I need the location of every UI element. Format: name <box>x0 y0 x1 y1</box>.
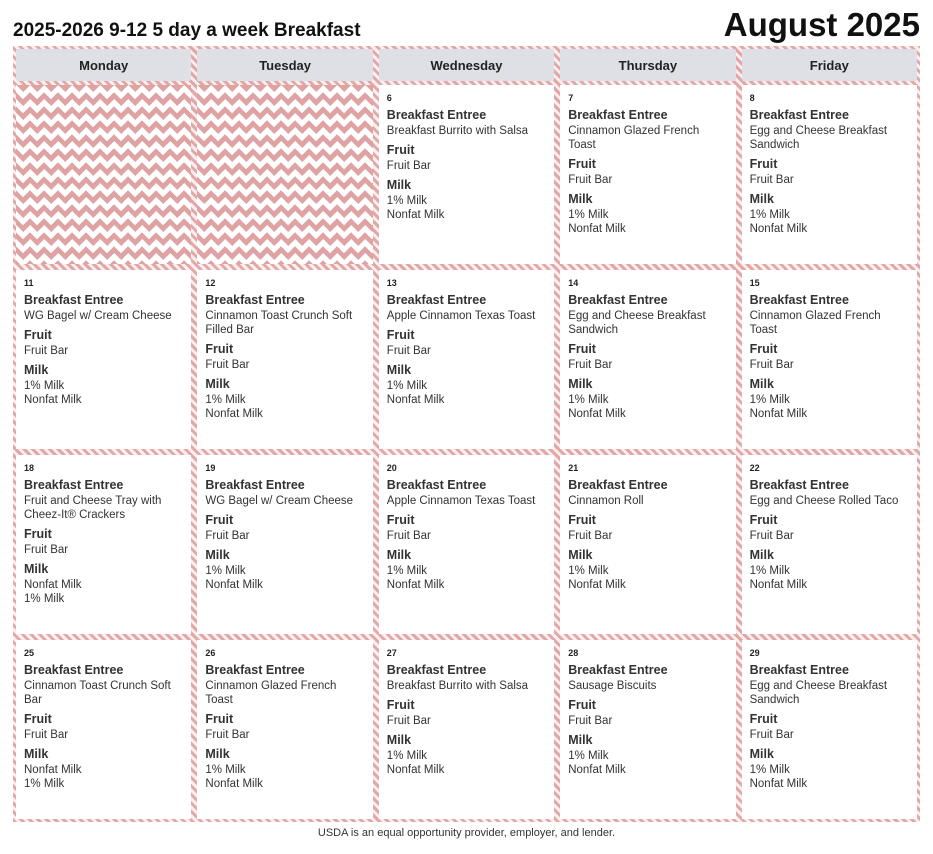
milk-item: 1% Milk <box>386 565 428 577</box>
day-cell <box>197 270 372 449</box>
fruit-item: Fruit Bar <box>568 530 613 542</box>
entree-heading: Breakfast Entree <box>24 478 124 492</box>
day-cell <box>197 455 372 634</box>
day-cell <box>379 455 554 634</box>
milk-item: Nonfat Milk <box>386 209 445 221</box>
day-number: 11 <box>24 278 34 288</box>
milk-heading: Milk <box>386 548 412 562</box>
day-number: 20 <box>386 463 397 473</box>
fruit-item: Fruit Bar <box>386 160 431 172</box>
milk-item: Nonfat Milk <box>205 778 263 790</box>
milk-item: 1% Milk <box>24 778 65 790</box>
milk-item: Nonfat Milk <box>205 408 263 420</box>
milk-heading: Milk <box>24 747 49 761</box>
day-number: 28 <box>568 648 579 658</box>
milk-item: Nonfat Milk <box>749 778 808 790</box>
empty-day-cell <box>197 85 372 264</box>
entree-heading: Breakfast Entree <box>749 663 849 677</box>
milk-item: 1% Milk <box>386 380 428 392</box>
day-cell <box>742 640 917 819</box>
fruit-heading: Fruit <box>386 143 415 157</box>
fruit-item: Fruit Bar <box>205 359 250 371</box>
day-number: 26 <box>205 648 216 658</box>
fruit-heading: Fruit <box>24 527 52 541</box>
entree-heading: Breakfast Entree <box>568 293 668 307</box>
milk-item: 1% Milk <box>205 394 246 406</box>
milk-item: 1% Milk <box>386 750 428 762</box>
weekday-header-monday: Monday <box>16 49 191 81</box>
fruit-heading: Fruit <box>386 698 415 712</box>
milk-item: Nonfat Milk <box>24 579 82 591</box>
milk-heading: Milk <box>568 192 593 206</box>
milk-heading: Milk <box>386 733 412 747</box>
entree-item: Sausage Biscuits <box>568 680 657 692</box>
day-number: 14 <box>568 278 579 288</box>
entree-item: Cinnamon Roll <box>568 495 644 507</box>
entree-item: Apple Cinnamon Texas Toast <box>386 495 536 507</box>
entree-heading: Breakfast Entree <box>568 108 668 122</box>
entree-item: Cinnamon Toast Crunch Soft Filled Bar <box>205 310 353 336</box>
weekday-header-row <box>16 49 917 81</box>
entree-item: Cinnamon Glazed French Toast <box>749 310 881 336</box>
entree-heading: Breakfast Entree <box>568 478 668 492</box>
day-cell <box>560 455 735 634</box>
entree-item: Egg and Cheese Breakfast Sandwich <box>749 680 888 706</box>
fruit-item: Fruit Bar <box>568 715 613 727</box>
day-cell <box>16 270 191 449</box>
day-number: 8 <box>749 93 755 103</box>
entree-item: WG Bagel w/ Cream Cheese <box>205 495 354 507</box>
milk-heading: Milk <box>749 377 774 391</box>
day-number: 15 <box>749 278 760 288</box>
milk-item: Nonfat Milk <box>568 408 626 420</box>
milk-item: Nonfat Milk <box>568 764 626 776</box>
milk-heading: Milk <box>568 377 593 391</box>
fruit-heading: Fruit <box>24 328 52 342</box>
milk-item: 1% Milk <box>205 565 246 577</box>
fruit-item: Fruit Bar <box>386 345 431 357</box>
entree-item: Egg and Cheese Breakfast Sandwich <box>568 310 706 336</box>
milk-heading: Milk <box>205 377 230 391</box>
entree-heading: Breakfast Entree <box>749 108 849 122</box>
entree-item: Apple Cinnamon Texas Toast <box>386 310 536 322</box>
milk-item: Nonfat Milk <box>749 579 808 591</box>
milk-item: Nonfat Milk <box>386 764 445 776</box>
fruit-heading: Fruit <box>205 513 234 527</box>
fruit-heading: Fruit <box>386 513 415 527</box>
milk-item: 1% Milk <box>749 764 790 776</box>
day-cell <box>16 640 191 819</box>
entree-heading: Breakfast Entree <box>205 663 305 677</box>
day-number: 25 <box>24 648 35 658</box>
fruit-item: Fruit Bar <box>386 715 431 727</box>
fruit-item: Fruit Bar <box>24 345 69 357</box>
fruit-item: Fruit Bar <box>568 174 613 186</box>
fruit-item: Fruit Bar <box>749 174 794 186</box>
milk-item: Nonfat Milk <box>24 764 82 776</box>
milk-item: 1% Milk <box>386 195 428 207</box>
milk-item: 1% Milk <box>568 750 609 762</box>
month-title: August 2025 <box>723 6 920 43</box>
day-cell <box>560 270 735 449</box>
day-cell <box>560 640 735 819</box>
entree-heading: Breakfast Entree <box>205 293 305 307</box>
weekday-header-friday: Friday <box>742 49 917 81</box>
fruit-item: Fruit Bar <box>568 359 613 371</box>
weekday-header-wednesday: Wednesday <box>379 49 554 81</box>
day-cell <box>197 640 372 819</box>
day-number: 18 <box>24 463 35 473</box>
fruit-item: Fruit Bar <box>749 359 794 371</box>
entree-heading: Breakfast Entree <box>749 478 849 492</box>
fruit-item: Fruit Bar <box>749 729 794 741</box>
fruit-item: Fruit Bar <box>205 530 250 542</box>
milk-heading: Milk <box>749 192 774 206</box>
milk-item: 1% Milk <box>568 565 609 577</box>
entree-item: Egg and Cheese Breakfast Sandwich <box>749 125 888 151</box>
fruit-heading: Fruit <box>749 342 778 356</box>
milk-item: Nonfat Milk <box>386 394 445 406</box>
menu-title: 2025-2026 9-12 5 day a week Breakfast <box>13 20 361 41</box>
milk-heading: Milk <box>749 548 774 562</box>
milk-item: Nonfat Milk <box>749 223 808 235</box>
fruit-heading: Fruit <box>24 712 52 726</box>
fruit-heading: Fruit <box>568 698 596 712</box>
day-number: 12 <box>205 278 216 288</box>
day-cell <box>379 85 554 264</box>
day-number: 29 <box>749 648 760 658</box>
milk-heading: Milk <box>749 747 774 761</box>
entree-heading: Breakfast Entree <box>386 108 487 122</box>
entree-heading: Breakfast Entree <box>24 663 124 677</box>
entree-heading: Breakfast Entree <box>386 663 487 677</box>
fruit-heading: Fruit <box>386 328 415 342</box>
entree-heading: Breakfast Entree <box>205 478 305 492</box>
calendar <box>13 46 920 822</box>
empty-day-cell <box>16 85 191 264</box>
fruit-item: Fruit Bar <box>205 729 250 741</box>
entree-heading: Breakfast Entree <box>386 293 487 307</box>
milk-item: 1% Milk <box>205 764 246 776</box>
fruit-item: Fruit Bar <box>386 530 431 542</box>
usda-statement: USDA is an equal opportunity provider, employer, and lender. <box>317 827 616 839</box>
entree-heading: Breakfast Entree <box>386 478 487 492</box>
fruit-heading: Fruit <box>568 342 596 356</box>
day-cell <box>742 455 917 634</box>
day-number: 21 <box>568 463 579 473</box>
milk-item: 1% Milk <box>24 380 65 392</box>
day-cell <box>379 640 554 819</box>
milk-item: 1% Milk <box>568 394 609 406</box>
day-number: 6 <box>386 93 392 103</box>
fruit-heading: Fruit <box>568 513 596 527</box>
milk-heading: Milk <box>205 548 230 562</box>
entree-item: Egg and Cheese Rolled Taco <box>749 495 899 507</box>
entree-heading: Breakfast Entree <box>749 293 849 307</box>
milk-item: Nonfat Milk <box>386 579 445 591</box>
fruit-item: Fruit Bar <box>749 530 794 542</box>
milk-heading: Milk <box>386 363 412 377</box>
milk-heading: Milk <box>24 363 49 377</box>
entree-item: WG Bagel w/ Cream Cheese <box>24 310 172 322</box>
milk-heading: Milk <box>386 178 412 192</box>
fruit-heading: Fruit <box>749 513 778 527</box>
entree-item: Breakfast Burrito with Salsa <box>386 680 529 692</box>
entree-item: Cinnamon Toast Crunch Soft Bar <box>24 680 171 706</box>
milk-heading: Milk <box>568 548 593 562</box>
day-number: 13 <box>386 278 397 288</box>
milk-item: 1% Milk <box>749 394 790 406</box>
calendar-grid <box>16 85 917 819</box>
day-cell <box>379 270 554 449</box>
milk-heading: Milk <box>205 747 230 761</box>
entree-heading: Breakfast Entree <box>568 663 668 677</box>
day-cell <box>742 270 917 449</box>
fruit-heading: Fruit <box>205 342 234 356</box>
fruit-heading: Fruit <box>568 157 596 171</box>
entree-heading: Breakfast Entree <box>24 293 124 307</box>
fruit-heading: Fruit <box>205 712 234 726</box>
milk-item: 1% Milk <box>749 565 790 577</box>
day-cell <box>16 455 191 634</box>
milk-heading: Milk <box>568 733 593 747</box>
entree-item: Breakfast Burrito with Salsa <box>386 125 529 137</box>
milk-item: Nonfat Milk <box>568 579 626 591</box>
day-number: 27 <box>386 648 397 658</box>
milk-item: Nonfat Milk <box>205 579 263 591</box>
entree-item: Cinnamon Glazed French Toast <box>205 680 337 706</box>
milk-item: 1% Milk <box>568 209 609 221</box>
day-number: 22 <box>749 463 760 473</box>
entree-item: Cinnamon Glazed French Toast <box>568 125 700 151</box>
milk-item: Nonfat Milk <box>24 394 82 406</box>
fruit-item: Fruit Bar <box>24 729 69 741</box>
day-number: 19 <box>205 463 216 473</box>
fruit-heading: Fruit <box>749 712 778 726</box>
fruit-heading: Fruit <box>749 157 778 171</box>
milk-item: 1% Milk <box>749 209 790 221</box>
day-cell <box>560 85 735 264</box>
weekday-header-thursday: Thursday <box>560 49 735 81</box>
milk-heading: Milk <box>24 562 49 576</box>
milk-item: Nonfat Milk <box>568 223 626 235</box>
milk-item: 1% Milk <box>24 593 65 605</box>
day-cell <box>742 85 917 264</box>
milk-item: Nonfat Milk <box>749 408 808 420</box>
fruit-item: Fruit Bar <box>24 544 69 556</box>
weekday-header-tuesday: Tuesday <box>197 49 372 81</box>
entree-item: Fruit and Cheese Tray with Cheez-It® Crackers <box>24 495 162 521</box>
day-number: 7 <box>568 93 574 103</box>
